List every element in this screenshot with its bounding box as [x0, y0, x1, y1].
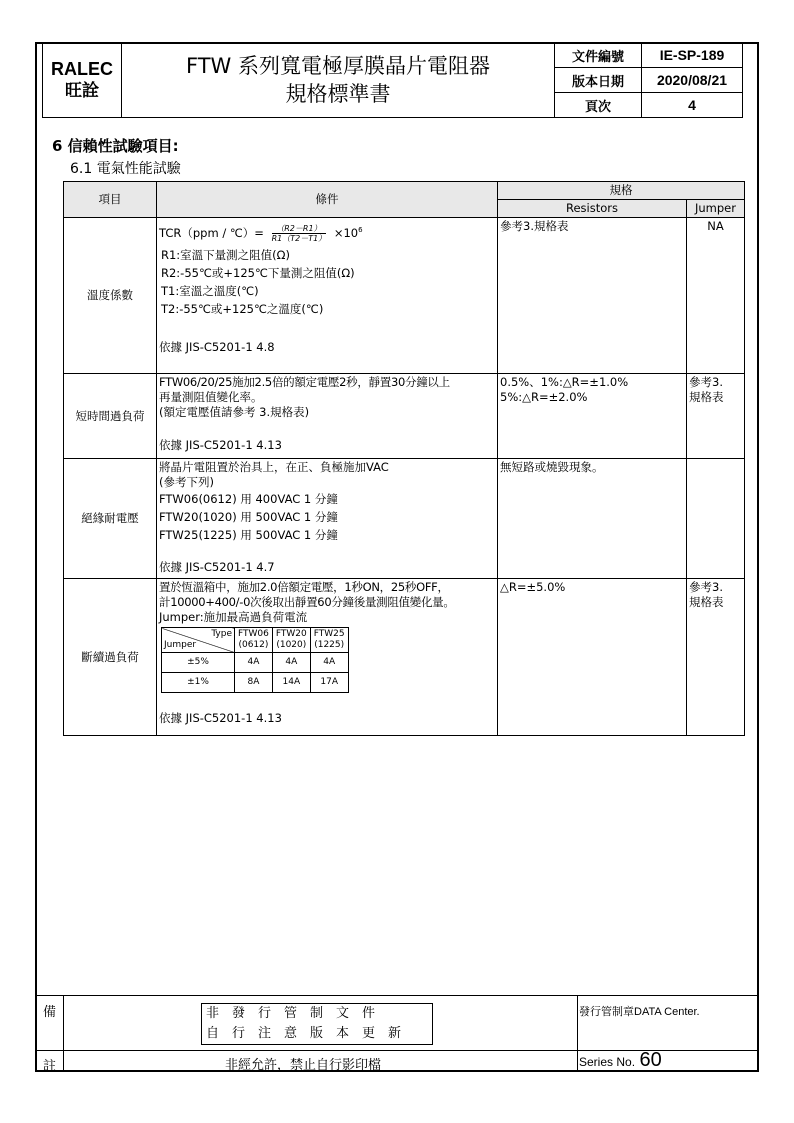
document-footer [35, 995, 759, 1072]
type-code: (0612) [238, 640, 269, 650]
row-jumper-spec [687, 374, 745, 459]
col-header-spec: 規格 [498, 182, 745, 200]
type-code: (1225) [314, 640, 345, 650]
row-jumper-spec: NA [687, 218, 745, 374]
condition-line: 將晶片電阻置於治具上，在正、負極施加VAC [159, 460, 389, 474]
corner-jumper-label: Jumper [164, 640, 197, 650]
revision-date-label: 版本日期 [555, 68, 642, 93]
tcr-denominator: R1（T2－T1） [271, 233, 327, 243]
electrical-test-table [63, 181, 745, 736]
current-value: 17A [310, 673, 348, 693]
type-name: FTW20 [275, 629, 307, 639]
tcr-exponent: 6 [358, 226, 363, 234]
condition-line: FTW06/20/25施加2.5倍的額定電壓2秒，靜置30分鐘以上 [159, 375, 450, 389]
condition-line: R2:-55℃或+125℃下量測之阻值(Ω) [161, 265, 355, 280]
spec-line: 規格表 [689, 390, 724, 404]
condition-line: 再量測阻值變化率。 [159, 390, 263, 404]
doc-number-value: IE-SP-189 [642, 43, 743, 68]
condition-line: T2:-55℃或+125℃之溫度(℃) [161, 301, 324, 316]
spec-line: 參考3. [689, 375, 723, 389]
current-value: 8A [235, 673, 273, 693]
row-resistors-spec: △R=±5.0% [498, 579, 687, 736]
current-value: 4A [310, 653, 348, 673]
company-name-en: RALEC [51, 59, 113, 79]
series-number [579, 1049, 662, 1072]
no-copy-notice: 非經允許，禁止自行影印檔 [225, 1058, 382, 1073]
row-resistors-spec: 無短路或燒毀現象。 [498, 459, 687, 579]
col-header-jumper: Jumper [687, 200, 745, 218]
row-resistors-spec [498, 374, 687, 459]
tcr-multiplier: ×10 [333, 225, 359, 240]
condition-line: (額定電壓值請參考 3.規格表) [159, 405, 310, 419]
tcr-prefix: TCR（ppm / ℃）= [159, 225, 264, 240]
spec-line: 0.5%、1%:△R=±1.0% [500, 375, 629, 389]
corner-type-label: Type [211, 629, 232, 639]
control-notice-box [201, 1003, 433, 1045]
tcr-formula [159, 223, 495, 243]
title-cell [122, 43, 555, 118]
row-resistors-spec: 參考3.規格表 [498, 218, 687, 374]
current-value: 14A [272, 673, 310, 693]
row-item-label: 絕緣耐電壓 [64, 459, 157, 579]
condition-line: FTW25(1225) 用 500VAC 1 分鐘 [159, 528, 338, 542]
basis-reference: 依據 JIS-C5201-1 4.8 [159, 339, 275, 354]
tcr-numerator: （R2－R1） [272, 224, 327, 234]
tolerance-label: ±1% [162, 673, 235, 693]
series-value: 60 [639, 1049, 662, 1071]
divider [577, 995, 578, 1072]
column-header [235, 628, 273, 653]
table-corner-cell [162, 628, 235, 653]
divider [63, 995, 64, 1072]
document-header [42, 42, 743, 118]
row-condition [157, 459, 498, 579]
doc-number-label: 文件編號 [555, 43, 642, 68]
type-code: (1020) [276, 640, 307, 650]
row-jumper-spec [687, 459, 745, 579]
col-header-condition: 條件 [157, 182, 498, 218]
table-row [64, 218, 745, 374]
current-value: 4A [272, 653, 310, 673]
subsection-title: 6.1 電氣性能試驗 [70, 161, 181, 177]
jumper-current-table [161, 627, 349, 693]
row-item-label: 斷續過負荷 [64, 579, 157, 736]
page-number-value: 4 [642, 93, 743, 118]
condition-line: Jumper:施加最高過負荷電流 [159, 610, 308, 624]
document-subtitle: 規格標準書 [285, 82, 391, 106]
condition-line: FTW20(1020) 用 500VAC 1 分鐘 [159, 510, 338, 524]
row-condition [157, 579, 498, 736]
notice-line: 非 發 行 管 制 文 件 [206, 1006, 376, 1021]
tolerance-label: ±5% [162, 653, 235, 673]
table-row [64, 374, 745, 459]
issue-control-stamp: 發行管制章DATA Center. [579, 1006, 700, 1018]
spec-line: 規格表 [689, 595, 724, 609]
document-title: FTW 系列寬電極厚膜晶片電阻器 [186, 54, 490, 78]
basis-reference: 依據 JIS-C5201-1 4.7 [159, 560, 275, 574]
type-name: FTW25 [313, 629, 345, 639]
row-item-label: 溫度係數 [64, 218, 157, 374]
condition-line: R1:室溫下量測之阻值(Ω) [161, 247, 290, 262]
page-number-label: 頁次 [555, 93, 642, 118]
table-row [64, 459, 745, 579]
row-item-label: 短時間過負荷 [64, 374, 157, 459]
condition-line: 計10000+400/-0次後取出靜置60分鐘後量測阻值變化量。 [159, 595, 455, 609]
tcr-fraction [272, 224, 327, 243]
notice-line: 自 行 注 意 版 本 更 新 [206, 1026, 402, 1041]
table-row [64, 579, 745, 736]
revision-date-value: 2020/08/21 [642, 68, 743, 93]
spec-line: 參考3. [689, 580, 723, 594]
series-label: Series No. [579, 1055, 636, 1069]
remark-label-top: 備 [43, 1005, 57, 1020]
current-value: 4A [235, 653, 273, 673]
basis-reference: 依據 JIS-C5201-1 4.13 [159, 711, 282, 725]
type-name: FTW06 [238, 629, 269, 639]
col-header-item: 項目 [64, 182, 157, 218]
row-condition [157, 218, 498, 374]
company-name-zh: 旺詮 [65, 81, 99, 101]
col-header-resistors: Resistors [498, 200, 687, 218]
column-header [310, 628, 348, 653]
row-jumper-spec [687, 579, 745, 736]
condition-line: 置於恆溫箱中，施加2.0倍額定電壓，1秒ON，25秒OFF， [159, 580, 449, 594]
column-header [272, 628, 310, 653]
divider [35, 995, 759, 996]
section-title: 6 信賴性試驗項目: [52, 137, 179, 155]
company-cell [43, 43, 122, 118]
condition-line: (參考下列) [159, 475, 214, 489]
condition-line: FTW06(0612) 用 400VAC 1 分鐘 [159, 492, 338, 506]
remark-label-bottom: 註 [43, 1059, 57, 1074]
condition-line: T1:室溫之溫度(℃) [161, 283, 259, 298]
basis-reference: 依據 JIS-C5201-1 4.13 [159, 438, 282, 452]
spec-line: 5%:△R=±2.0% [500, 390, 588, 404]
row-condition [157, 374, 498, 459]
